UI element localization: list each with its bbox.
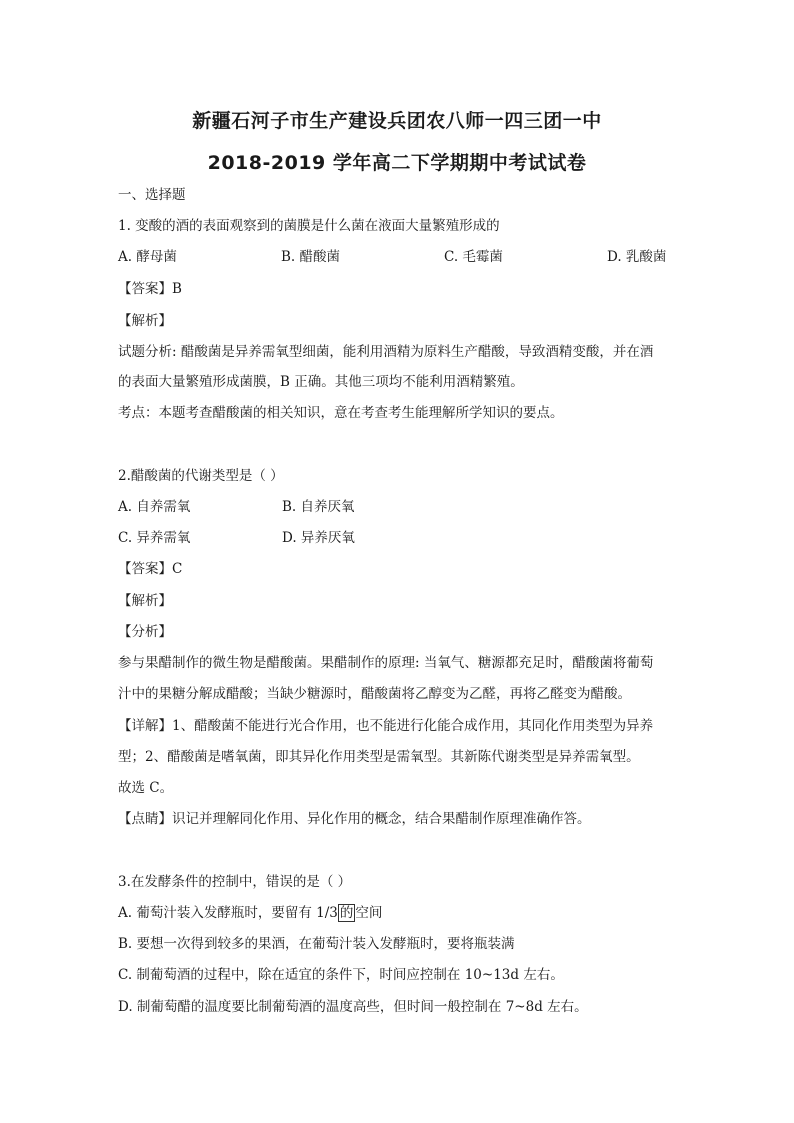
q2-comment: 【点睛】识记并理解同化作用、异化作用的概念，结合果醋制作原理准确作答。 (118, 811, 591, 827)
q1-option-d: D. 乳酸菌 (607, 249, 667, 265)
q2-choose: 故选 C。 (118, 780, 174, 796)
q2-stem: 2.醋酸菌的代谢类型是（ ） (118, 468, 284, 484)
section-heading: 一、选择题 (118, 187, 186, 203)
q2-detail-line-2: 型；2、醋酸菌是嗜氧菌，即其异化作用类型是需氧型。其新陈代谢类型是异养需氧型。 (118, 749, 640, 765)
q2-option-d: D. 异养厌氧 (282, 530, 355, 546)
q3-stem: 3.在发酵条件的控制中，错误的是（ ） (118, 874, 352, 890)
q1-option-a: A. 酵母菌 (118, 249, 177, 265)
q2-fenxi-line-2: 汁中的果糖分解成醋酸；当缺少糖源时，醋酸菌将乙醇变为乙醛，再将乙醛变为醋酸。 (118, 686, 631, 702)
title-line-1: 新疆石河子市生产建设兵团农八师一四三团一中 (192, 110, 602, 132)
q1-option-c: C. 毛霉菌 (444, 249, 503, 265)
q1-analysis-label: 【解析】 (118, 313, 172, 329)
q2-answer: 【答案】C (118, 561, 183, 577)
q1-point: 考点：本题考查醋酸菌的相关知识，意在考查考生能理解所学知识的要点。 (118, 405, 564, 421)
q2-fenxi-label: 【分析】 (118, 624, 172, 640)
q3-option-d: D. 制葡萄醋的温度要比制葡萄酒的温度高些，但时间一般控制在 7~8d 左右。 (118, 999, 588, 1015)
title-line-2: 2018-2019 学年高二下学期期中考试试卷 (207, 152, 587, 174)
q2-detail-line-1: 【详解】1、醋酸菌不能进行光合作用，也不能进行化能合成作用，其同化作用类型为异养 (118, 718, 654, 734)
q3-option-a (118, 905, 382, 921)
q1-answer: 【答案】B (118, 281, 182, 297)
q3-option-a-text: A. 葡萄汁装入发酵瓶时，要留有 1/3 (118, 905, 338, 921)
q2-option-c: C. 异养需氧 (118, 530, 191, 546)
q3-option-a-tail: 空间 (355, 905, 383, 921)
q3-option-b: B. 要想一次得到较多的果酒，在葡萄汁装入发酵瓶时，要将瓶装满 (118, 936, 515, 952)
q3-option-c: C. 制葡萄酒的过程中，除在适宜的条件下，时间应控制在 10~13d 左右。 (118, 967, 564, 983)
q1-analysis-line-1: 试题分析: 醋酸菌是异养需氧型细菌，能利用酒精为原料生产醋酸，导致酒精变酸，并在酒 (118, 344, 654, 360)
q3-option-a-boxed-char: 的 (339, 905, 354, 921)
q2-option-b: B. 自养厌氧 (282, 499, 355, 515)
q1-option-b: B. 醋酸菌 (281, 249, 341, 265)
q2-analysis-label: 【解析】 (118, 593, 172, 609)
q2-fenxi-line-1: 参与果醋制作的微生物是醋酸菌。果醋制作的原理: 当氧气、糖源都充足时，醋酸菌将葡萄 (118, 655, 654, 671)
q1-stem: 1. 变酸的酒的表面观察到的菌膜是什么菌在液面大量繁殖形成的 (118, 218, 500, 234)
q2-option-a: A. 自养需氧 (118, 499, 191, 515)
q1-analysis-line-2: 的表面大量繁殖形成菌膜，B 正确。其他三项均不能利用酒精繁殖。 (118, 374, 524, 390)
